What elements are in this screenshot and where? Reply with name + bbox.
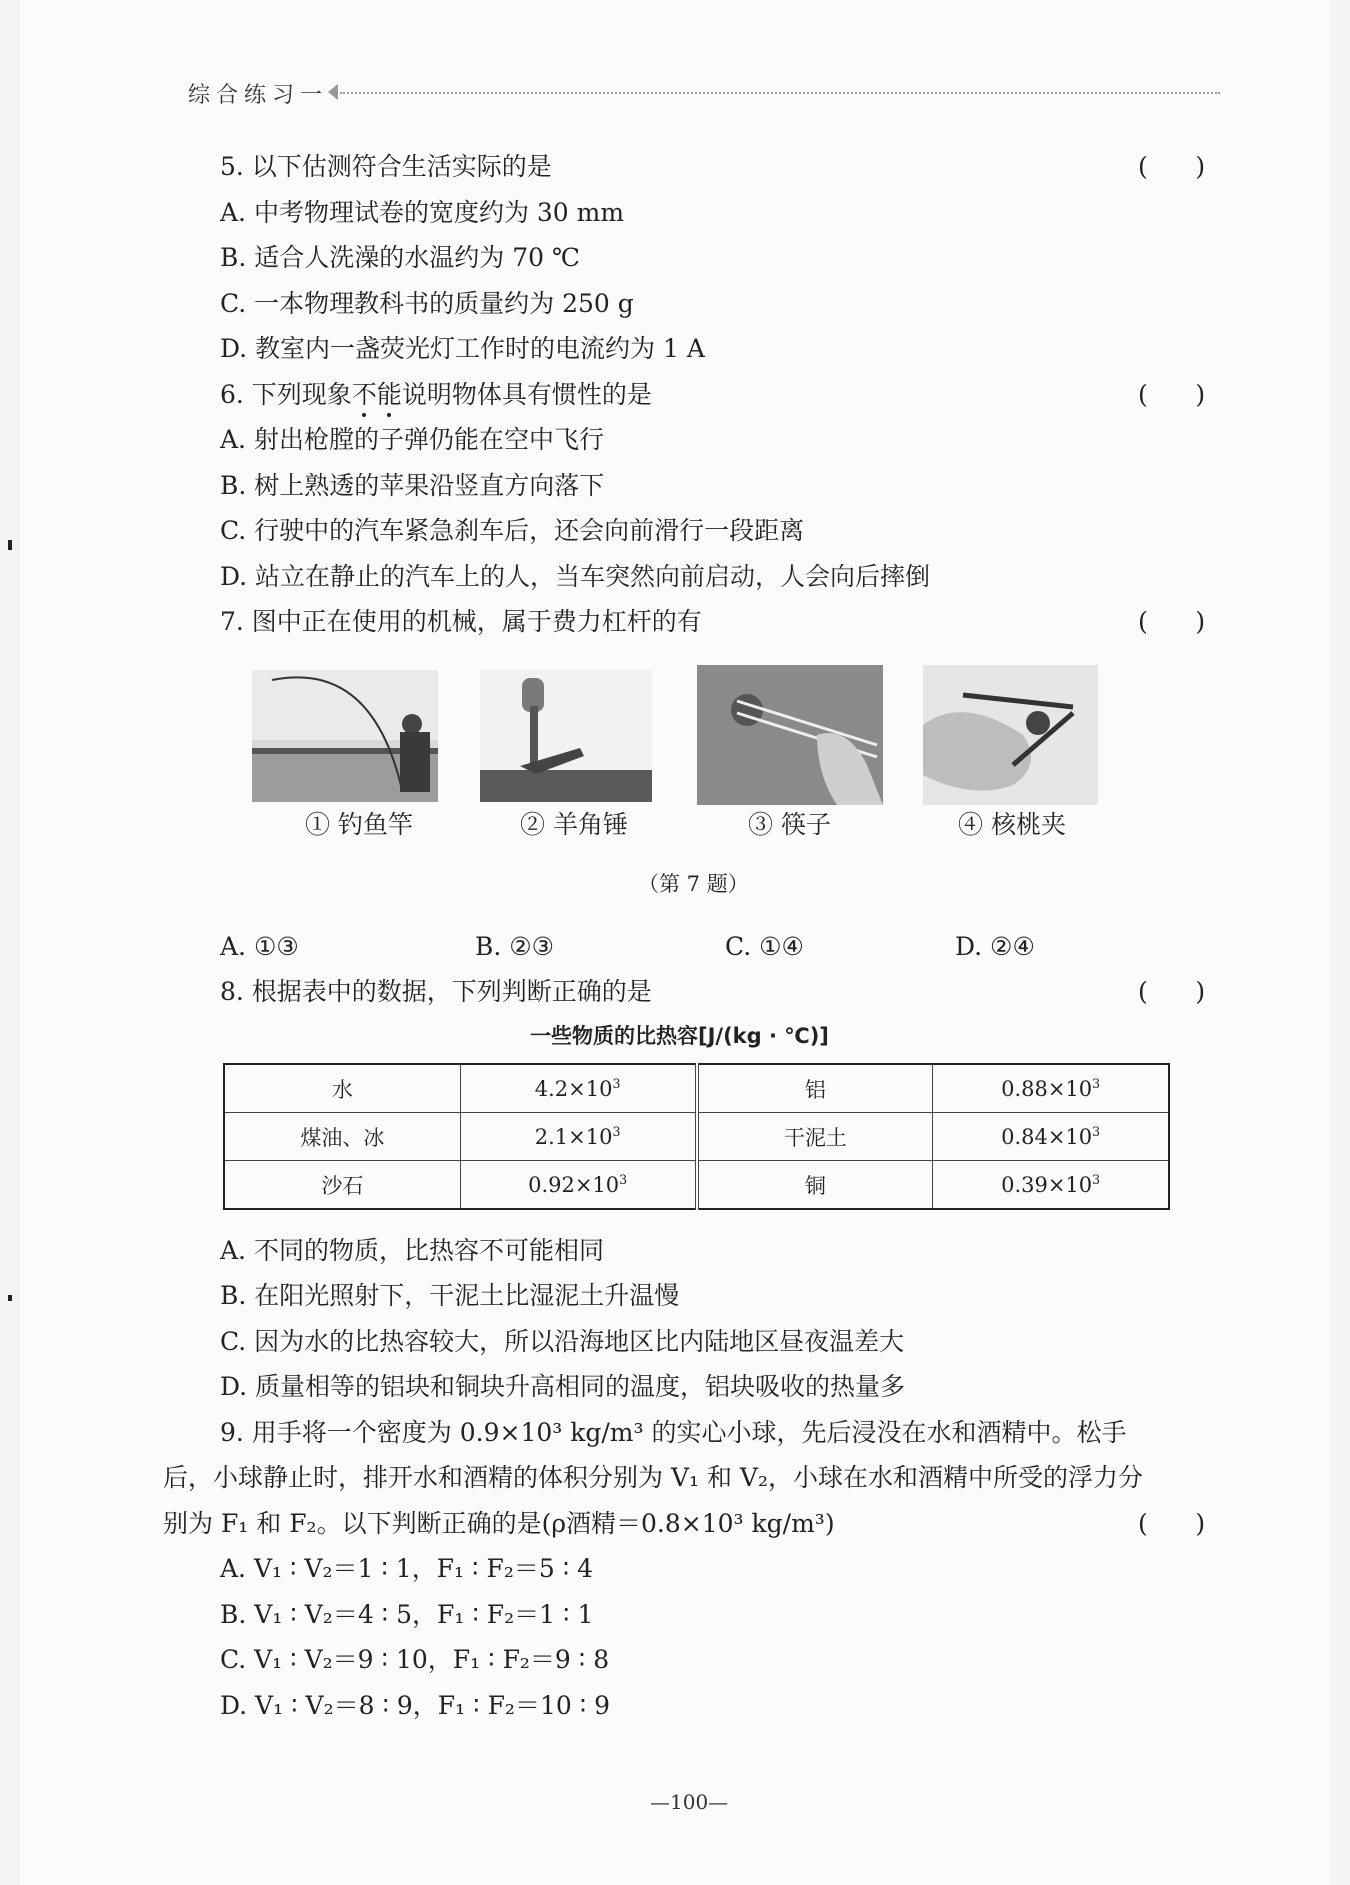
chopsticks-photo [697, 665, 883, 805]
q7-answer-blank[interactable]: ( ) [1138, 607, 1206, 636]
table-row [224, 1064, 1169, 1113]
table-cell: $4.2\times 10^3$ [460, 1064, 696, 1113]
q9-stem-line1: 9. 用手将一个密度为 0.9×10³ kg/m³ 的实心小球，先后浸没在水和酒精中。松手 [220, 1418, 1127, 1447]
fig-label-3: ③ 筷子 [748, 810, 831, 839]
q9-stem-line2: 后，小球静止时，排开水和酒精的体积分别为 V₁ 和 V₂，小球在水和酒精中所受的浮力分 [163, 1463, 1143, 1492]
q9-option-d: D. V₁ ∶ V₂＝8 ∶ 9，F₁ ∶ F₂＝10 ∶ 9 [220, 1691, 611, 1720]
q5-option-b: B. 适合人洗澡的水温约为 70 ℃ [220, 243, 580, 272]
table-cell: 铝 [697, 1064, 933, 1113]
q5-answer-blank[interactable]: ( ) [1138, 152, 1206, 181]
fig-label-2: ② 羊角锤 [520, 810, 628, 839]
q6-option-a: A. 射出枪膛的子弹仍能在空中飞行 [220, 425, 604, 454]
q8-option-d: D. 质量相等的铝块和铜块升高相同的温度，铝块吸收的热量多 [220, 1372, 906, 1401]
q8-stem: 8. 根据表中的数据，下列判断正确的是 [220, 977, 652, 1006]
q7-figure-caption: （第 7 题） [638, 872, 749, 896]
scan-artifact-mark [8, 540, 12, 550]
q7-option-c: C. ①④ [725, 932, 804, 961]
q9-stem-line3: 别为 F₁ 和 F₂。以下判断正确的是(ρ酒精＝0.8×10³ kg/m³) [163, 1509, 835, 1538]
q9-option-b: B. V₁ ∶ V₂＝4 ∶ 5，F₁ ∶ F₂＝1 ∶ 1 [220, 1600, 594, 1629]
table-cell: 煤油、冰 [224, 1113, 460, 1161]
q5-stem: 5. 以下估测符合生活实际的是 [220, 152, 552, 181]
table-row [224, 1161, 1169, 1210]
header-dotted-rule [340, 92, 1220, 94]
page-number: —100— [650, 1790, 729, 1814]
header-arrow-icon [328, 84, 338, 100]
table-cell: $0.84\times 10^3$ [933, 1113, 1169, 1161]
fig-label-4: ④ 核桃夹 [958, 810, 1066, 839]
q7-option-b: B. ②③ [475, 932, 555, 961]
q7-stem: 7. 图中正在使用的机械，属于费力杠杆的有 [220, 607, 702, 636]
table-cell: $0.88\times 10^3$ [933, 1064, 1169, 1113]
q9-option-c: C. V₁ ∶ V₂＝9 ∶ 10，F₁ ∶ F₂＝9 ∶ 8 [220, 1645, 610, 1674]
q7-option-d: D. ②④ [955, 932, 1035, 961]
page [20, 0, 1330, 1885]
nutcracker-photo [923, 665, 1098, 805]
q6-stem: 6. 下列现象不能说明物体具有惯性的是 [220, 380, 652, 409]
section-header: 综合练习一 [188, 83, 329, 108]
scan-artifact-mark [8, 1295, 12, 1301]
q8-option-c: C. 因为水的比热容较大，所以沿海地区比内陆地区昼夜温差大 [220, 1327, 905, 1356]
q6-option-b: B. 树上熟透的苹果沿竖直方向落下 [220, 471, 605, 500]
table-cell: 沙石 [224, 1161, 460, 1210]
table-cell: $2.1\times 10^3$ [460, 1113, 696, 1161]
q5-option-d: D. 教室内一盏荧光灯工作时的电流约为 1 A [220, 334, 705, 363]
table-cell: 干泥土 [697, 1113, 933, 1161]
q5-option-c: C. 一本物理教科书的质量约为 250 g [220, 289, 634, 318]
fishing-rod-photo [252, 670, 438, 802]
q6-answer-blank[interactable]: ( ) [1138, 380, 1206, 409]
q8-answer-blank[interactable]: ( ) [1138, 977, 1206, 1006]
claw-hammer-photo [480, 670, 652, 802]
q6-option-c: C. 行驶中的汽车紧急刹车后，还会向前滑行一段距离 [220, 516, 805, 545]
table-cell: 水 [224, 1064, 460, 1113]
q6-option-d: D. 站立在静止的汽车上的人，当车突然向前启动，人会向后摔倒 [220, 562, 931, 591]
q7-option-a: A. ①③ [220, 932, 299, 961]
table-row [224, 1113, 1169, 1161]
q8-option-b: B. 在阳光照射下，干泥土比湿泥土升温慢 [220, 1281, 680, 1310]
q8-option-a: A. 不同的物质，比热容不可能相同 [220, 1236, 604, 1265]
table-title: 一些物质的比热容[J/(kg · ℃)] [530, 1024, 829, 1048]
table-cell: 铜 [697, 1161, 933, 1210]
specific-heat-table [223, 1063, 1170, 1210]
q9-answer-blank[interactable]: ( ) [1138, 1509, 1206, 1538]
fig-label-1: ① 钓鱼竿 [305, 810, 413, 839]
q6-emphasis-char: 能 [376, 380, 402, 409]
q5-option-a: A. 中考物理试卷的宽度约为 30 mm [220, 198, 625, 227]
table-cell: $0.39\times 10^3$ [933, 1161, 1169, 1210]
q6-emphasis-char: 不 [351, 380, 377, 409]
table-cell: $0.92\times 10^3$ [460, 1161, 696, 1210]
q9-option-a: A. V₁ ∶ V₂＝1 ∶ 1，F₁ ∶ F₂＝5 ∶ 4 [220, 1554, 594, 1583]
